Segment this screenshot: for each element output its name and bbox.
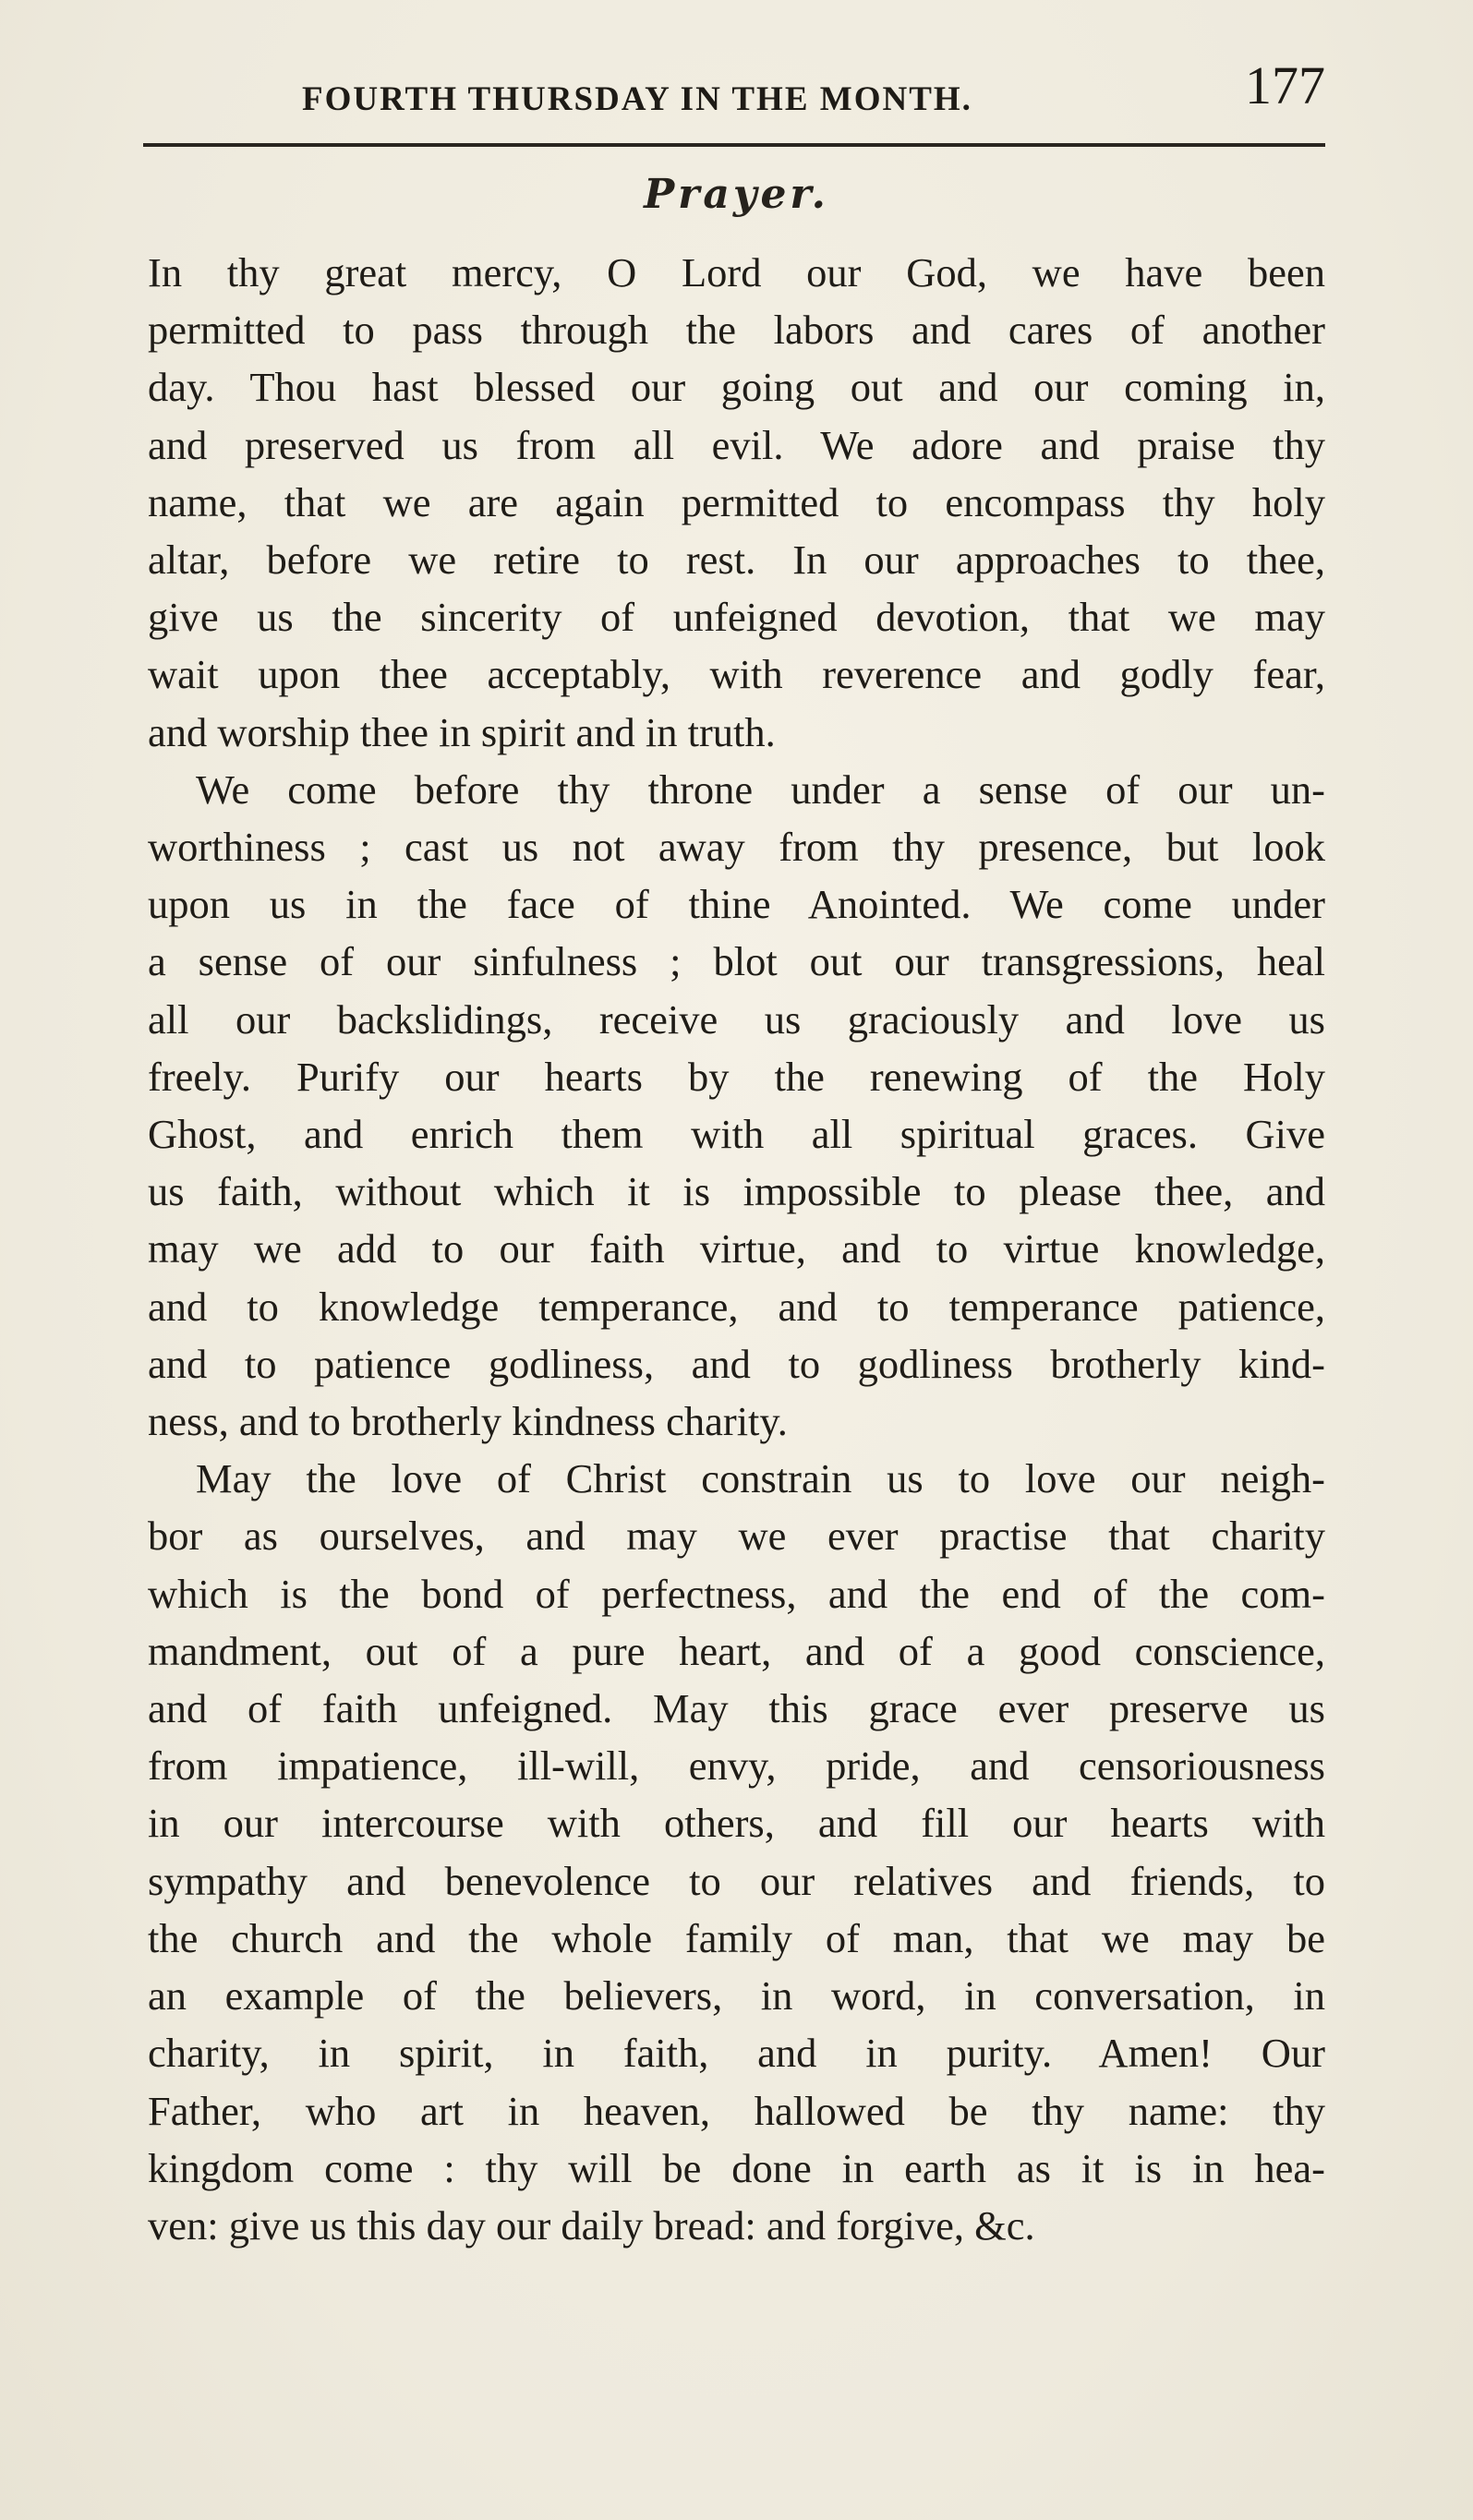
prayer-body: [148, 244, 1325, 2254]
text-line: may we add to our faith virtue, and to virtue knowledge,: [148, 1225, 1325, 1272]
text-line: us faith, without which it is impossible to please thee, and: [148, 1168, 1325, 1215]
text-line: which is the bond of perfectness, and the end of the com-: [148, 1570, 1325, 1617]
text-line: the church and the whole family of man, that we may be: [148, 1914, 1325, 1961]
text-line: Father, who art in heaven, hallowed be thy name: thy: [148, 2087, 1325, 2134]
text-line: day. Thou hast blessed our going out and our coming in,: [148, 364, 1325, 411]
page-number: 177: [1245, 55, 1325, 115]
paragraph-3: [148, 1450, 1325, 2254]
text-line: wait upon thee acceptably, with reverence and godly fear,: [148, 651, 1325, 698]
text-line: give us the sincerity of unfeigned devotion, that we may: [148, 594, 1325, 641]
text-line: ness, and to brotherly kindness charity.: [148, 1398, 788, 1445]
text-line: freely. Purify our hearts by the renewing of the Holy: [148, 1053, 1325, 1100]
text-line: ven: give us this day our daily bread: and forgive, &c.: [148, 2201, 1035, 2249]
text-line: mandment, out of a pure heart, and of a good conscience,: [148, 1627, 1325, 1674]
running-head: [143, 55, 1334, 148]
text-line: from impatience, ill-will, envy, pride, and censoriousness: [148, 1742, 1325, 1790]
text-line: charity, in spirit, in faith, and in purity. Amen! Our: [148, 2030, 1325, 2077]
section-heading: Prayer.: [644, 171, 829, 218]
text-line: sympathy and benevolence to our relatives and friends, to: [148, 1857, 1325, 1904]
text-line: upon us in the face of thine Anointed. We come under: [148, 881, 1325, 928]
text-line: in our intercourse with others, and fill our hearts with: [148, 1800, 1325, 1847]
running-head-title: FOURTH THURSDAY IN THE MONTH.: [302, 80, 972, 118]
text-line: bor as ourselves, and may we ever practise that charity: [148, 1513, 1325, 1560]
text-line: all our backslidings, receive us graciously and love us: [148, 995, 1325, 1043]
text-line: name, that we are again permitted to encompass thy holy: [148, 478, 1325, 525]
paragraph-1: [148, 244, 1325, 761]
text-line: In thy great mercy, O Lord our God, we have been: [148, 249, 1325, 295]
text-line: Ghost, and enrich them with all spiritual graces. Give: [148, 1111, 1325, 1158]
paragraph-2: [148, 761, 1325, 1450]
text-line: and to knowledge temperance, and to temperance patience,: [148, 1283, 1325, 1330]
text-line: We come before thy throne under a sense of our un-: [196, 766, 1325, 813]
text-line: permitted to pass through the labors and cares of another: [148, 307, 1325, 354]
text-line: a sense of our sinfulness ; blot out our transgressions, heal: [148, 938, 1325, 985]
text-line: kingdom come : thy will be done in earth as it is in hea-: [148, 2144, 1325, 2191]
text-line: May the love of Christ constrain us to love our neigh-: [196, 1455, 1325, 1502]
header-rule: [143, 143, 1325, 147]
text-line: worthiness ; cast us not away from thy presence, but look: [148, 824, 1325, 871]
text-line: altar, before we retire to rest. In our approaches to thee,: [148, 537, 1325, 584]
text-line: an example of the believers, in word, in conversation, in: [148, 1972, 1325, 2020]
text-line: and of faith unfeigned. May this grace ever preserve us: [148, 1685, 1325, 1732]
text-line: and worship thee in spirit and in truth.: [148, 708, 776, 755]
text-line: and to patience godliness, and to godliness brotherly kind-: [148, 1340, 1325, 1387]
text-line: and preserved us from all evil. We adore and praise thy: [148, 421, 1325, 468]
